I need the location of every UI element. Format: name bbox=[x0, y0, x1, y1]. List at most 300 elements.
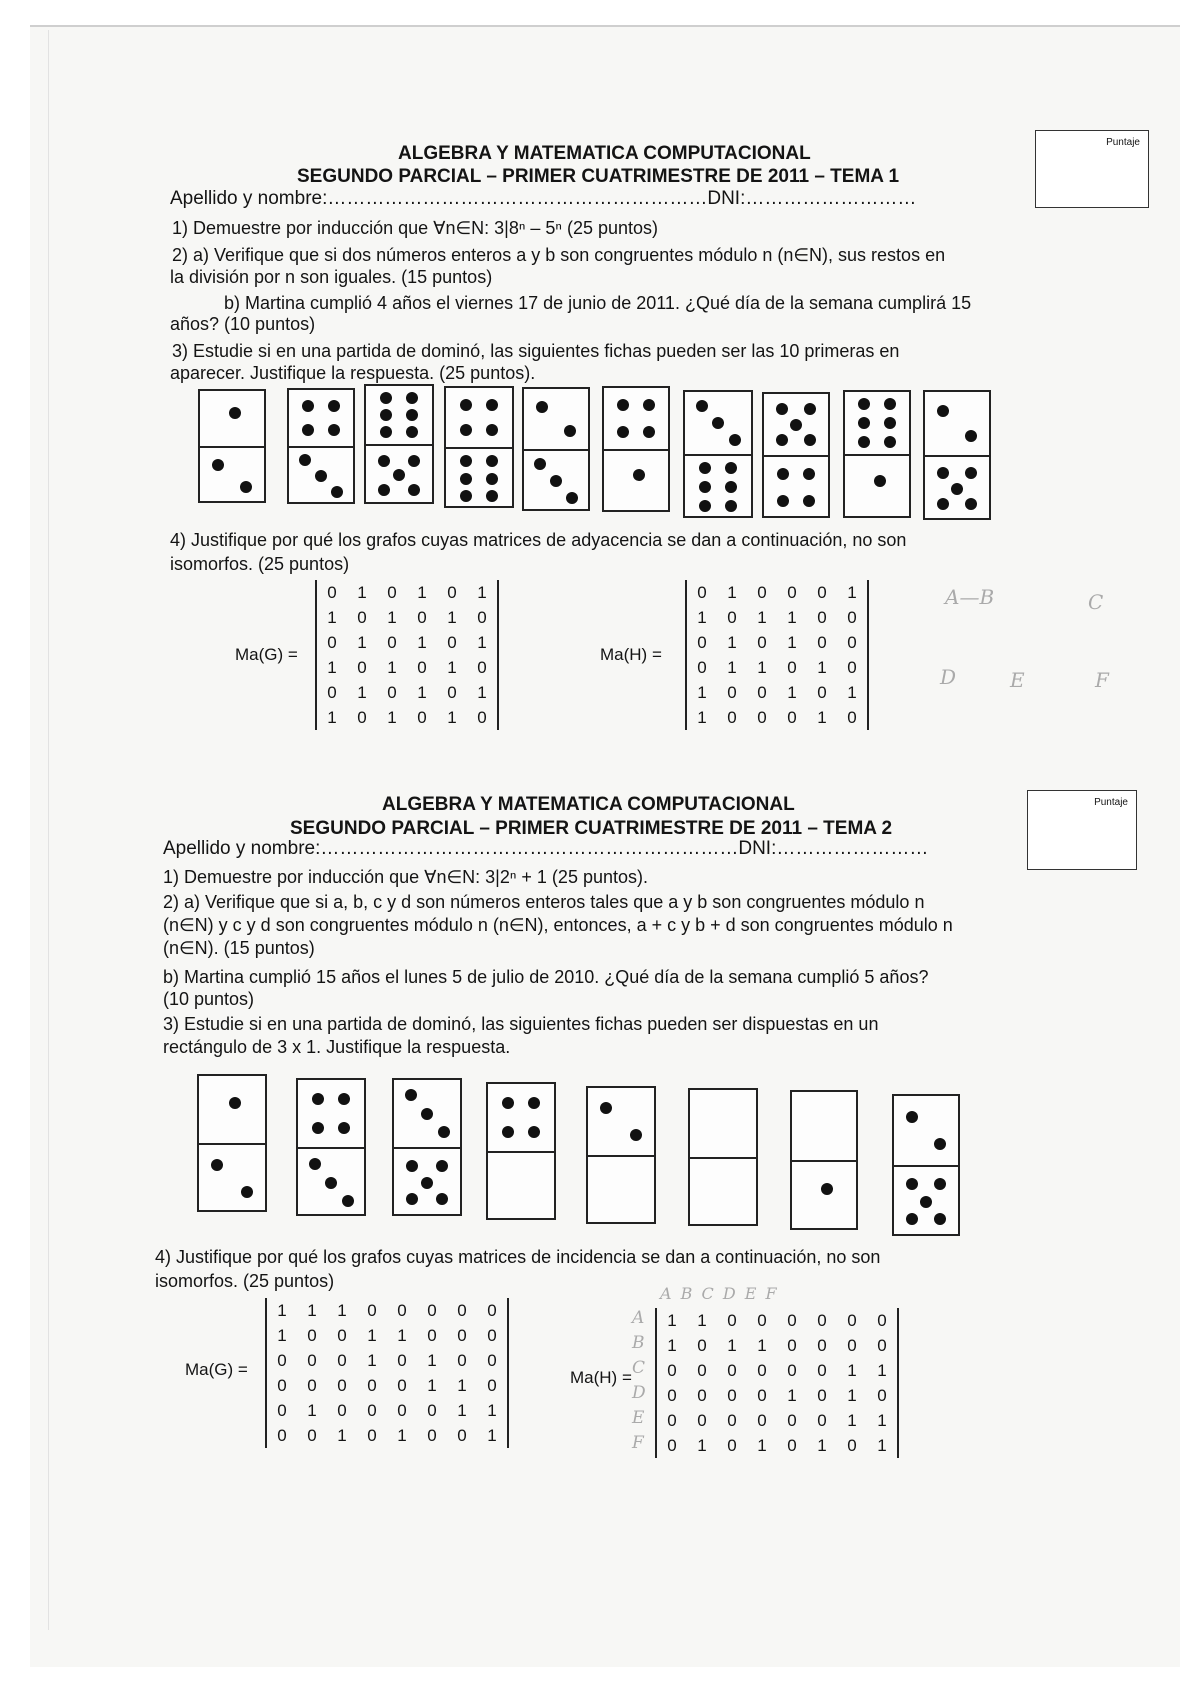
handwriting-row-letter: C bbox=[632, 1358, 646, 1378]
domino-pip bbox=[460, 399, 472, 411]
domino-pip bbox=[858, 398, 870, 410]
matrix-row bbox=[267, 1323, 507, 1348]
domino-pip bbox=[965, 467, 977, 479]
domino-pip bbox=[564, 425, 576, 437]
matrix-cell: 1 bbox=[327, 607, 337, 627]
matrix-cell: 0 bbox=[307, 1325, 317, 1345]
matrix-cell: 0 bbox=[787, 1360, 797, 1380]
domino-tile bbox=[843, 390, 911, 518]
domino-pip bbox=[299, 454, 311, 466]
domino-pip bbox=[325, 1177, 337, 1189]
domino-pip bbox=[378, 455, 390, 467]
matrix-g-label: Ma(G) = bbox=[185, 1360, 248, 1379]
matrix-cell: 0 bbox=[357, 607, 367, 627]
matrix-cell: 0 bbox=[337, 1375, 347, 1395]
domino-pip bbox=[338, 1093, 350, 1105]
domino-pip bbox=[406, 392, 418, 404]
domino-pip bbox=[617, 399, 629, 411]
score-box bbox=[1035, 130, 1149, 208]
domino-pip bbox=[408, 484, 420, 496]
matrix-h-label: Ma(H) = bbox=[600, 645, 662, 664]
matrix-cell: 0 bbox=[847, 707, 857, 727]
domino-pip bbox=[241, 1186, 253, 1198]
domino-pip bbox=[486, 490, 498, 502]
matrix-row bbox=[687, 655, 867, 680]
domino-pip bbox=[566, 492, 578, 504]
matrix-h-grid bbox=[685, 580, 869, 730]
matrix-cell: 0 bbox=[277, 1350, 287, 1370]
domino-top-half bbox=[764, 394, 828, 455]
matrix-cell: 0 bbox=[417, 607, 427, 627]
matrix-cell: 0 bbox=[847, 632, 857, 652]
matrix-cell: 0 bbox=[387, 632, 397, 652]
question-4-line-2: isomorfos. (25 puntos) bbox=[170, 554, 350, 574]
matrix-row bbox=[657, 1408, 897, 1433]
matrix-cell: 0 bbox=[357, 657, 367, 677]
domino-tile bbox=[198, 389, 266, 503]
handwriting-row-letter: F bbox=[632, 1433, 644, 1453]
matrix-cell: 0 bbox=[457, 1350, 467, 1370]
question-1: 1) Demuestre por inducción que ∀n∈N: 3|8ⁿ – 5ⁿ (25 puntos) bbox=[172, 218, 659, 238]
matrix-cell: 1 bbox=[877, 1360, 887, 1380]
domino-pip bbox=[436, 1160, 448, 1172]
matrix-cell: 0 bbox=[787, 1335, 797, 1355]
matrix-cell: 0 bbox=[667, 1385, 677, 1405]
matrix-cell: 0 bbox=[847, 657, 857, 677]
handwriting-c: C bbox=[1088, 590, 1104, 614]
matrix-cell: 0 bbox=[697, 632, 707, 652]
domino-pip bbox=[858, 417, 870, 429]
matrix-cell: 1 bbox=[847, 682, 857, 702]
domino-tile bbox=[762, 392, 830, 518]
domino-tile bbox=[296, 1078, 366, 1216]
domino-pip bbox=[617, 426, 629, 438]
matrix-cell: 1 bbox=[327, 657, 337, 677]
domino-tile bbox=[444, 386, 514, 508]
matrix-cell: 0 bbox=[327, 582, 337, 602]
domino-bottom-half bbox=[588, 1155, 654, 1224]
matrix-row bbox=[267, 1398, 507, 1423]
domino-tile bbox=[197, 1074, 267, 1212]
matrix-cell: 1 bbox=[387, 607, 397, 627]
matrix-cell: 1 bbox=[387, 657, 397, 677]
matrix-cell: 1 bbox=[727, 582, 737, 602]
question-3-line-2: rectángulo de 3 x 1. Justifique la respuesta. bbox=[163, 1037, 511, 1057]
matrix-cell: 0 bbox=[477, 657, 487, 677]
domino-pip bbox=[302, 424, 314, 436]
matrix-cell: 1 bbox=[757, 657, 767, 677]
domino-bottom-half bbox=[524, 449, 588, 511]
domino-pip bbox=[951, 483, 963, 495]
domino-pip bbox=[406, 1193, 418, 1205]
domino-bottom-half bbox=[690, 1157, 756, 1226]
domino-top-half bbox=[524, 389, 588, 449]
matrix-cell: 0 bbox=[787, 657, 797, 677]
matrix-cell: 0 bbox=[277, 1425, 287, 1445]
matrix-row bbox=[267, 1348, 507, 1373]
domino-pip bbox=[934, 1213, 946, 1225]
matrix-cell: 1 bbox=[487, 1400, 497, 1420]
domino-pip bbox=[460, 424, 472, 436]
matrix-cell: 1 bbox=[847, 582, 857, 602]
domino-top-half bbox=[604, 388, 668, 449]
domino-pip bbox=[528, 1097, 540, 1109]
domino-pip bbox=[643, 399, 655, 411]
domino-top-half bbox=[446, 388, 512, 447]
domino-pip bbox=[406, 426, 418, 438]
domino-pip bbox=[405, 1089, 417, 1101]
matrix-cell: 0 bbox=[367, 1425, 377, 1445]
domino-pip bbox=[550, 475, 562, 487]
question-3-line-2: aparecer. Justifique la respuesta. (25 puntos). bbox=[170, 363, 536, 383]
matrix-cell: 1 bbox=[397, 1425, 407, 1445]
matrix-cell: 1 bbox=[417, 582, 427, 602]
domino-pip bbox=[315, 470, 327, 482]
domino-pip bbox=[725, 462, 737, 474]
matrix-row bbox=[657, 1333, 897, 1358]
matrix-cell: 1 bbox=[757, 1335, 767, 1355]
matrix-cell: 0 bbox=[397, 1375, 407, 1395]
matrix-cell: 0 bbox=[397, 1350, 407, 1370]
domino-pip bbox=[438, 1126, 450, 1138]
domino-pip bbox=[777, 468, 789, 480]
handwriting-a-b: A—B bbox=[945, 585, 995, 609]
handwriting-row-letter: B bbox=[632, 1333, 645, 1353]
matrix-cell: 1 bbox=[447, 657, 457, 677]
question-4-line-2: isomorfos. (25 puntos) bbox=[155, 1271, 335, 1291]
matrix-cell: 0 bbox=[817, 607, 827, 627]
domino-pip bbox=[309, 1158, 321, 1170]
matrix-row bbox=[687, 605, 867, 630]
domino-bottom-half bbox=[289, 446, 353, 504]
matrix-cell: 0 bbox=[757, 1310, 767, 1330]
matrix-cell: 1 bbox=[697, 607, 707, 627]
domino-bottom-half bbox=[764, 455, 828, 518]
matrix-cell: 0 bbox=[667, 1360, 677, 1380]
matrix-row bbox=[687, 705, 867, 730]
domino-bottom-half bbox=[792, 1160, 856, 1230]
domino-tile bbox=[392, 1078, 462, 1216]
matrix-cell: 1 bbox=[277, 1300, 287, 1320]
domino-pip bbox=[874, 475, 886, 487]
domino-top-half bbox=[925, 392, 989, 455]
domino-tile bbox=[892, 1094, 960, 1236]
matrix-cell: 0 bbox=[447, 632, 457, 652]
domino-top-half bbox=[488, 1084, 554, 1151]
matrix-cell: 1 bbox=[357, 682, 367, 702]
domino-tile bbox=[923, 390, 991, 520]
matrix-cell: 0 bbox=[487, 1300, 497, 1320]
matrix-cell: 0 bbox=[877, 1385, 887, 1405]
matrix-cell: 0 bbox=[697, 1410, 707, 1430]
matrix-cell: 1 bbox=[847, 1410, 857, 1430]
matrix-cell: 0 bbox=[757, 1360, 767, 1380]
matrix-row bbox=[267, 1423, 507, 1448]
domino-pip bbox=[906, 1111, 918, 1123]
domino-pip bbox=[486, 455, 498, 467]
domino-pip bbox=[328, 400, 340, 412]
matrix-cell: 0 bbox=[787, 1435, 797, 1455]
domino-top-half bbox=[792, 1092, 856, 1160]
matrix-g-label: Ma(G) = bbox=[235, 645, 298, 664]
matrix-cell: 0 bbox=[817, 1335, 827, 1355]
domino-tile bbox=[688, 1088, 758, 1226]
matrix-cell: 0 bbox=[667, 1410, 677, 1430]
matrix-cell: 1 bbox=[357, 582, 367, 602]
matrix-cell: 0 bbox=[447, 582, 457, 602]
domino-bottom-half bbox=[200, 446, 264, 503]
matrix-cell: 0 bbox=[307, 1375, 317, 1395]
domino-pip bbox=[342, 1195, 354, 1207]
domino-top-half bbox=[588, 1088, 654, 1155]
matrix-cell: 0 bbox=[427, 1300, 437, 1320]
matrix-cell: 0 bbox=[727, 682, 737, 702]
matrix-cell: 0 bbox=[787, 1410, 797, 1430]
matrix-cell: 0 bbox=[727, 1360, 737, 1380]
handwriting-e: E bbox=[1010, 668, 1025, 692]
domino-pip bbox=[229, 407, 241, 419]
domino-pip bbox=[725, 500, 737, 512]
handwriting-row-letter: E bbox=[632, 1408, 645, 1428]
domino-pip bbox=[643, 426, 655, 438]
matrix-cell: 0 bbox=[817, 1310, 827, 1330]
domino-pip bbox=[406, 1160, 418, 1172]
domino-top-half bbox=[394, 1080, 460, 1147]
matrix-row bbox=[657, 1383, 897, 1408]
matrix-cell: 0 bbox=[817, 632, 827, 652]
score-box bbox=[1027, 790, 1137, 870]
domino-pip bbox=[380, 392, 392, 404]
matrix-cell: 0 bbox=[787, 707, 797, 727]
matrix-cell: 0 bbox=[697, 582, 707, 602]
matrix-cell: 1 bbox=[457, 1375, 467, 1395]
question-3-line-1: 3) Estudie si en una partida de dominó, las siguientes fichas pueden ser las 10 primeras en bbox=[172, 341, 900, 361]
domino-pip bbox=[884, 436, 896, 448]
matrix-cell: 0 bbox=[427, 1325, 437, 1345]
domino-pip bbox=[630, 1129, 642, 1141]
domino-bottom-half bbox=[394, 1147, 460, 1216]
domino-pip bbox=[934, 1138, 946, 1150]
matrix-cell: 1 bbox=[817, 707, 827, 727]
matrix-cell: 1 bbox=[337, 1300, 347, 1320]
question-2b-line-2: años? (10 puntos) bbox=[170, 314, 316, 334]
matrix-cell: 1 bbox=[787, 632, 797, 652]
matrix-cell: 0 bbox=[327, 632, 337, 652]
matrix-cell: 0 bbox=[457, 1325, 467, 1345]
matrix-cell: 0 bbox=[817, 582, 827, 602]
domino-pip bbox=[328, 424, 340, 436]
matrix-cell: 0 bbox=[727, 707, 737, 727]
matrix-cell: 0 bbox=[697, 1360, 707, 1380]
margin-line bbox=[48, 30, 49, 1630]
matrix-cell: 0 bbox=[727, 1410, 737, 1430]
matrix-cell: 1 bbox=[787, 682, 797, 702]
matrix-cell: 0 bbox=[757, 1385, 767, 1405]
domino-pip bbox=[486, 473, 498, 485]
domino-bottom-half bbox=[925, 455, 989, 520]
domino-bottom-half bbox=[298, 1147, 364, 1216]
matrix-row bbox=[657, 1433, 897, 1458]
domino-tile bbox=[586, 1086, 656, 1224]
domino-pip bbox=[528, 1126, 540, 1138]
domino-pip bbox=[331, 486, 343, 498]
matrix-cell: 1 bbox=[817, 1435, 827, 1455]
matrix-cell: 0 bbox=[367, 1400, 377, 1420]
question-4-line-1: 4) Justifique por qué los grafos cuyas matrices de incidencia se dan a continuación, no son bbox=[155, 1247, 881, 1267]
matrix-cell: 0 bbox=[367, 1300, 377, 1320]
matrix-cell: 0 bbox=[367, 1375, 377, 1395]
matrix-cell: 0 bbox=[877, 1310, 887, 1330]
matrix-cell: 0 bbox=[697, 1335, 707, 1355]
domino-pip bbox=[240, 481, 252, 493]
matrix-cell: 1 bbox=[457, 1400, 467, 1420]
matrix-cell: 0 bbox=[757, 1410, 767, 1430]
domino-pip bbox=[460, 473, 472, 485]
matrix-cell: 1 bbox=[727, 1335, 737, 1355]
matrix-cell: 1 bbox=[757, 607, 767, 627]
domino-pip bbox=[937, 405, 949, 417]
domino-pip bbox=[884, 398, 896, 410]
domino-pip bbox=[536, 401, 548, 413]
domino-pip bbox=[725, 481, 737, 493]
matrix-cell: 1 bbox=[337, 1425, 347, 1445]
domino-pip bbox=[486, 399, 498, 411]
domino-pip bbox=[229, 1097, 241, 1109]
matrix-cell: 1 bbox=[477, 582, 487, 602]
domino-pip bbox=[600, 1102, 612, 1114]
matrix-cell: 1 bbox=[387, 707, 397, 727]
domino-pip bbox=[211, 1159, 223, 1171]
matrix-cell: 0 bbox=[697, 657, 707, 677]
domino-pip bbox=[502, 1126, 514, 1138]
matrix-cell: 0 bbox=[277, 1375, 287, 1395]
domino-bottom-half bbox=[199, 1143, 265, 1212]
matrix-cell: 0 bbox=[277, 1400, 287, 1420]
matrix-cell: 0 bbox=[447, 682, 457, 702]
matrix-row bbox=[317, 705, 497, 730]
domino-top-half bbox=[845, 392, 909, 454]
domino-pip bbox=[380, 409, 392, 421]
score-label: Puntaje bbox=[1106, 137, 1140, 148]
question-2b-line-2: (10 puntos) bbox=[163, 989, 255, 1009]
matrix-row bbox=[317, 630, 497, 655]
matrix-row bbox=[317, 580, 497, 605]
matrix-cell: 0 bbox=[727, 607, 737, 627]
course-title: ALGEBRA Y MATEMATICA COMPUTACIONAL bbox=[398, 143, 811, 164]
matrix-cell: 0 bbox=[327, 682, 337, 702]
matrix-row bbox=[267, 1373, 507, 1398]
domino-pip bbox=[486, 424, 498, 436]
matrix-row bbox=[317, 680, 497, 705]
domino-pip bbox=[699, 500, 711, 512]
matrix-cell: 1 bbox=[417, 682, 427, 702]
question-3-line-1: 3) Estudie si en una partida de dominó, las siguientes fichas pueden ser dispuestas en un bbox=[163, 1014, 879, 1034]
domino-pip bbox=[406, 409, 418, 421]
matrix-h-grid bbox=[655, 1308, 899, 1458]
matrix-cell: 0 bbox=[417, 707, 427, 727]
exam-title: SEGUNDO PARCIAL – PRIMER CUATRIMESTRE DE 2011 – TEMA 1 bbox=[297, 166, 900, 187]
domino-pip bbox=[920, 1196, 932, 1208]
handwriting-column-letters: A B C D E F bbox=[660, 1284, 779, 1303]
domino-bottom-half bbox=[894, 1165, 958, 1236]
matrix-cell: 1 bbox=[847, 1360, 857, 1380]
matrix-cell: 0 bbox=[427, 1425, 437, 1445]
domino-tile bbox=[522, 387, 590, 511]
matrix-g-grid bbox=[315, 580, 499, 730]
matrix-cell: 0 bbox=[337, 1350, 347, 1370]
question-2a-line-1: 2) a) Verifique que si dos números enteros a y b son congruentes módulo n (n∈N), sus restos en bbox=[172, 245, 946, 265]
domino-pip bbox=[821, 1183, 833, 1195]
domino-top-half bbox=[685, 392, 751, 454]
domino-pip bbox=[804, 403, 816, 415]
domino-bottom-half bbox=[604, 449, 668, 512]
domino-pip bbox=[312, 1122, 324, 1134]
matrix-cell: 0 bbox=[387, 682, 397, 702]
matrix-cell: 1 bbox=[367, 1350, 377, 1370]
domino-pip bbox=[699, 481, 711, 493]
matrix-row bbox=[657, 1308, 897, 1333]
domino-top-half bbox=[199, 1076, 265, 1143]
question-1: 1) Demuestre por inducción que ∀n∈N: 3|2ⁿ + 1 (25 puntos). bbox=[163, 867, 648, 887]
domino-tile bbox=[602, 386, 670, 512]
domino-pip bbox=[937, 498, 949, 510]
domino-pip bbox=[633, 469, 645, 481]
domino-pip bbox=[302, 400, 314, 412]
matrix-cell: 0 bbox=[847, 1435, 857, 1455]
domino-pip bbox=[436, 1193, 448, 1205]
name-line: Apellido y nombre:…………………………………………………………DNI:…………………… bbox=[163, 838, 929, 859]
domino-bottom-half bbox=[845, 454, 909, 518]
name-line: Apellido y nombre:……………………………………………………DNI:……………………… bbox=[170, 188, 917, 209]
matrix-cell: 1 bbox=[487, 1425, 497, 1445]
domino-pip bbox=[393, 469, 405, 481]
domino-bottom-half bbox=[446, 447, 512, 508]
handwriting-d: D bbox=[940, 665, 957, 689]
question-4-line-1: 4) Justifique por qué los grafos cuyas matrices de adyacencia se dan a continuación, no son bbox=[170, 530, 907, 550]
matrix-cell: 0 bbox=[357, 707, 367, 727]
matrix-cell: 1 bbox=[697, 1435, 707, 1455]
matrix-cell: 1 bbox=[667, 1335, 677, 1355]
matrix-cell: 0 bbox=[757, 582, 767, 602]
domino-pip bbox=[712, 417, 724, 429]
domino-pip bbox=[729, 434, 741, 446]
domino-top-half bbox=[690, 1090, 756, 1157]
matrix-cell: 0 bbox=[477, 707, 487, 727]
domino-bottom-half bbox=[488, 1151, 554, 1220]
matrix-cell: 0 bbox=[757, 707, 767, 727]
matrix-cell: 0 bbox=[757, 682, 767, 702]
matrix-cell: 1 bbox=[697, 707, 707, 727]
domino-pip bbox=[338, 1122, 350, 1134]
matrix-cell: 0 bbox=[337, 1325, 347, 1345]
matrix-cell: 0 bbox=[847, 1310, 857, 1330]
matrix-row bbox=[657, 1358, 897, 1383]
domino-pip bbox=[212, 459, 224, 471]
question-2a-line-2: la división por n son iguales. (15 puntos) bbox=[170, 267, 493, 287]
domino-pip bbox=[378, 484, 390, 496]
matrix-cell: 1 bbox=[727, 632, 737, 652]
matrix-cell: 0 bbox=[337, 1400, 347, 1420]
domino-top-half bbox=[289, 390, 353, 446]
matrix-cell: 1 bbox=[847, 1385, 857, 1405]
domino-top-half bbox=[298, 1080, 364, 1147]
matrix-cell: 1 bbox=[477, 682, 487, 702]
matrix-cell: 0 bbox=[877, 1335, 887, 1355]
matrix-cell: 0 bbox=[727, 1310, 737, 1330]
matrix-cell: 0 bbox=[457, 1425, 467, 1445]
course-title: ALGEBRA Y MATEMATICA COMPUTACIONAL bbox=[382, 794, 795, 815]
domino-pip bbox=[776, 403, 788, 415]
